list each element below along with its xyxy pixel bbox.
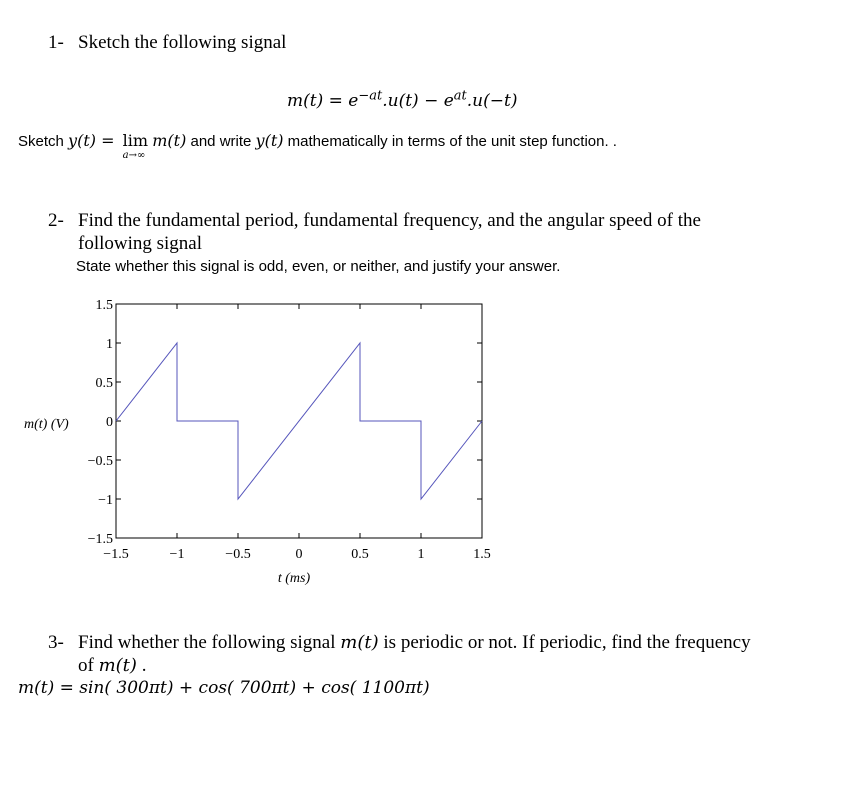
q3-line2-pre: of xyxy=(78,655,99,676)
y-tick-label: 0 xyxy=(106,415,113,430)
x-tick-label: −0.5 xyxy=(225,547,251,562)
q3-line1-pre: Find whether the following signal xyxy=(78,632,341,653)
q1-text: Sketch the following signal xyxy=(78,32,287,53)
q1-lim-sub: a→∞ xyxy=(122,150,146,161)
y-tick-label: −1 xyxy=(98,493,113,508)
q3-number: 3- xyxy=(48,632,64,653)
x-tick-label: 0.5 xyxy=(351,547,369,562)
q1-instr-mid: and write xyxy=(186,133,256,150)
x-ticks xyxy=(103,304,490,562)
y-tick-label: 0.5 xyxy=(95,376,113,391)
q2-line1: Find the fundamental period, fundamental frequency, and the angular speed of the xyxy=(78,210,701,231)
q3-line1 xyxy=(78,632,751,654)
q1-instr-y: y(t) = xyxy=(68,131,115,150)
q1-eq-mid: .u(t) − e xyxy=(382,91,454,111)
y-axis-label: m(t) (V) xyxy=(24,417,69,432)
q1-lim-text: lim xyxy=(122,131,149,150)
x-tick-label: −1.5 xyxy=(103,547,129,562)
y-ticks xyxy=(88,298,482,547)
q1-eq-exp1: −at xyxy=(358,88,383,104)
q3-line1-m: m(t) xyxy=(340,632,379,653)
q1-instr-pre: Sketch xyxy=(18,133,69,150)
q1-number: 1- xyxy=(48,32,64,53)
q2-note: State whether this signal is odd, even, or neither, and justify your answer. xyxy=(76,258,561,275)
q1-eq-end: .u(−t) xyxy=(466,91,518,111)
q3-line1-post: is periodic or not. If periodic, find the frequency xyxy=(378,632,751,653)
q1-instr-post: mathematically in terms of the unit step function. . xyxy=(283,133,617,150)
q1-instr-y2: y(t) xyxy=(255,131,284,150)
y-tick-label: 1.5 xyxy=(95,298,113,313)
y-tick-label: −0.5 xyxy=(87,454,113,469)
q2-number: 2- xyxy=(48,210,64,231)
q2-line2: following signal xyxy=(78,233,203,254)
q1-eq-lhs: m(t) = e xyxy=(287,91,359,111)
y-tick-label: −1.5 xyxy=(87,532,113,547)
q1-eq-exp2: at xyxy=(453,88,467,104)
q3-equation: m(t) = sin( 300πt) + cos( 700πt) + cos( 1100πt) xyxy=(18,678,430,698)
x-tick-label: −1 xyxy=(169,547,185,562)
q3-line2-m: m(t) xyxy=(98,655,137,676)
x-axis-label: t (ms) xyxy=(277,571,311,586)
x-tick-label: 0 xyxy=(295,547,303,562)
x-tick-label: 1.5 xyxy=(473,547,491,562)
q1-instr-m: m(t) xyxy=(152,131,187,150)
q3-line2 xyxy=(78,655,146,677)
series-line-m xyxy=(116,343,482,499)
x-tick-label: 1 xyxy=(417,547,425,562)
q3-line2-post: . xyxy=(136,655,147,676)
y-tick-label: 1 xyxy=(106,337,113,352)
